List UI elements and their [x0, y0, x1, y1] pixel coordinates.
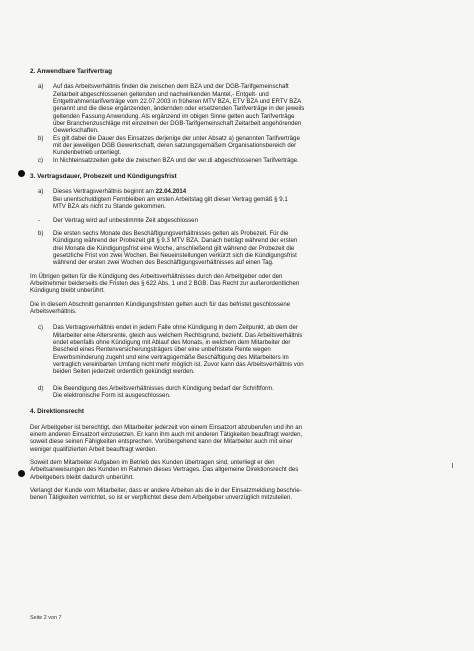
- section-2-item-c: [38, 157, 440, 164]
- text-line: Arbeitsanweisungen des Kunden im Rahmen dieses Vertrages. Das allgemeine Direktionsrecht des: [30, 466, 299, 474]
- text-line: Die Beendigung des Arbeitsverhältnisses durch Kündigung bedarf der Schriftform.: [53, 384, 274, 392]
- text-line: Der Vertrag wird auf unbestimmte Zeit abgeschlossen: [53, 216, 198, 224]
- section-3-item-a: [38, 188, 440, 210]
- item-label: b): [38, 229, 44, 237]
- text-line: Der Arbeitgeber ist berechtigt, den Mitarbeiter jederzeit von einem Einsatzort abzuberufen und ihn an: [30, 423, 303, 431]
- text-line: Entgeltrahmentarifverträge vom 22.07.2003 in früheren MTV BZA, ETV BZA und ERTV BZA: [53, 98, 302, 106]
- section-2-item-b: [38, 135, 440, 157]
- document-body: [30, 68, 440, 502]
- text-line: einem anderen Einsatzort einzusetzen. Er kann ihm auch mit anderen Tätigkeiten beauftragt werden,: [30, 431, 303, 439]
- text-line: Kundenbetrieb unterliegt.: [53, 149, 122, 157]
- text-line: Arbeitnehmer beiderseits die Fristen des § 622 Abs. 1 und 2 BGB. Das Recht zur außerordentlichen: [30, 279, 300, 287]
- scan-mark: [452, 463, 453, 468]
- item-label: c): [38, 156, 44, 164]
- item-text: [53, 230, 440, 267]
- text-line: Bescheid eines Rentenversicherungsträgers über eine unbefristete Rente wegen: [53, 346, 271, 354]
- text-line: Verlangt der Kunde vom Mitarbeiter, dass er andere Arbeiten als die in der Einsatzmeldung beschrie-: [30, 487, 302, 495]
- text-line: Erwerbsminderung zugeht und eine vertragsgemäße Beschäftigung des Mitarbeiters im: [53, 353, 289, 361]
- text-line: weniger qualifizierten Arbeit beauftragt werden.: [30, 445, 158, 453]
- section-3-item-d: [38, 385, 440, 400]
- text-line: Arbeitgebers bleibt dadurch unberührt.: [30, 473, 134, 481]
- start-date: 22.04.2014: [155, 188, 187, 196]
- text-line: Gewerkschaften.: [53, 127, 99, 135]
- text-line: Kündigung bleibt unberührt.: [30, 287, 105, 295]
- section-3-heading: 3. Vertragsdauer, Probezeit und Kündigungsfrist: [30, 173, 177, 181]
- item-label: d): [38, 384, 44, 392]
- section-2-item-a: [38, 83, 440, 134]
- item-text: [53, 135, 440, 157]
- text-line: Mitarbeiter eine Altersrente, gleich aus welchem Rechtsgrund, bezieht. Das Arbeitsverhältnis: [53, 331, 303, 339]
- section-3-item-dash: [38, 217, 440, 224]
- text-line: geltenden Fassung Anwendung. Als ergänzend im obigen Sinne gelten auch Tarifverträge: [53, 112, 295, 120]
- punch-hole-top: [18, 170, 25, 177]
- text-line: drei Monate die Kündigungsfrist eine Woche, anschließend gilt während der Probezeit die: [53, 244, 295, 252]
- text-line: beiden Seiten jederzeit ordentlich gekündigt werden.: [53, 368, 195, 376]
- text-line: endet ebenfalls ohne Kündigung mit Ablauf des Monats, in welchem dem Mitarbeiter der: [53, 338, 291, 346]
- section-4-paragraph-2: [30, 459, 440, 481]
- text-line: Es gilt dabei die Dauer des Einsatzes derjenige der unter Absatz a) genannten Tarifverträge: [53, 134, 300, 142]
- text-line: vertraglich vereinbarten Umfang nicht mehr möglich ist. Zuvor kann das Arbeitsverhältnis von: [53, 361, 304, 368]
- text-line: Zeitarbeit abgeschlossenen geltenden und nachwirkenden Mantel,- Entgelt- und: [53, 90, 269, 98]
- item-text: [53, 83, 440, 134]
- text-line: Die in diesem Abschnitt genannten Kündigungsfristen gelten auch für das befristet geschlossene: [30, 300, 291, 308]
- page-number: Seite 2 von 7: [30, 615, 62, 621]
- text-line: Kündigung während der Probezeit gilt § 9.3 MTV BZA. Danach beträgt während der ersten: [53, 237, 298, 245]
- item-text: [53, 385, 440, 400]
- punch-hole-bottom: [18, 470, 25, 477]
- item-text: [53, 324, 440, 375]
- section-2-heading: 2. Anwendbare Tarifvertrag: [30, 68, 113, 75]
- section-3-item-b: [38, 230, 440, 267]
- item-text: [53, 217, 440, 224]
- item-label: c): [38, 324, 44, 332]
- item-text: [53, 188, 440, 210]
- text-line: [53, 188, 440, 195]
- text-line: gesetzliche Frist von zwei Wochen. Bei Neueinstellungen verkürzt sich die Kündigungsfrist: [53, 251, 297, 259]
- item-label: a): [38, 188, 44, 196]
- item-label: -: [38, 216, 41, 224]
- text-line: In Nichteinsatzzeiten gelte die zwischen BZA und der ver.di abgeschlossenen Tarifverträge.: [53, 156, 299, 164]
- text-line: Soweit dem Mitarbeiter Aufgaben im Betrieb des Kunden übertragen sind, unterliegt er den: [30, 459, 275, 467]
- section-4-paragraph-1: [30, 424, 440, 453]
- item-label: b): [38, 134, 44, 142]
- text-line: während der ersten zwei Wochen des Beschäftigungsverhältnisses auf einen Tag.: [53, 259, 274, 267]
- text-line: Auf das Arbeitsverhältnis finden die zwischen dem BZA und der DGB-Tarifgemeinschaft: [53, 83, 289, 91]
- section-3-item-c: [38, 324, 440, 375]
- start-text: Dieses Vertragsverhältnis beginnt am: [53, 188, 156, 196]
- text-line: benen Tätigkeiten verrichtet, so ist er verpflichtet diese dem Arbeitgeber unverzüglich mitzuteilen.: [30, 494, 293, 502]
- text-line: über Branchenzuschläge mit einzelnen der DGB-Tarifgemeinschaft Zeitarbeit angehörenden: [53, 120, 302, 128]
- text-line: Im Übrigen gelten für die Kündigung des Arbeitsverhältnisses durch den Arbeitgeber oder den: [30, 272, 283, 280]
- text-line: Das Vertragsverhältnis endet in jedem Falle ohne Kündigung in dem Zeitpunkt, ab dem der: [53, 324, 298, 332]
- section-4-paragraph-3: [30, 487, 440, 502]
- text-line: MTV BZA als nicht zu Stande gekommen.: [53, 203, 166, 211]
- text-line: Die ersten sechs Monate des Beschäftigungsverhältnisses gelten als Probezeit. Für die: [53, 229, 289, 237]
- text-line: Die elektronische Form ist ausgeschlossen.: [53, 392, 171, 400]
- text-line: Bei unentschuldigtem Fernbleiben am ersten Arbeitstag gilt dieser Vertrag gemäß § 9.1: [53, 195, 288, 203]
- text-line: soweit diese seinen Fähigkeiten entsprechen. Vorübergehend kann der Mitarbeiter auch mit einer: [30, 438, 293, 446]
- item-text: [53, 157, 440, 164]
- item-label: a): [38, 83, 44, 91]
- text-line: Arbeitsverhältnis.: [30, 307, 77, 315]
- text-line: mit der jeweiligen DGB Gewerkschaft, deren satzungsgemäßem Organisationsbereich der: [53, 142, 297, 150]
- section-3-paragraph-1: [30, 273, 440, 295]
- text-line: genannt und die diese ergänzenden, ändernden oder ersetzenden Tarifverträge in der jeweils: [53, 105, 305, 113]
- section-4-heading: 4. Direktionsrecht: [30, 408, 84, 416]
- section-3-paragraph-2: [30, 301, 440, 316]
